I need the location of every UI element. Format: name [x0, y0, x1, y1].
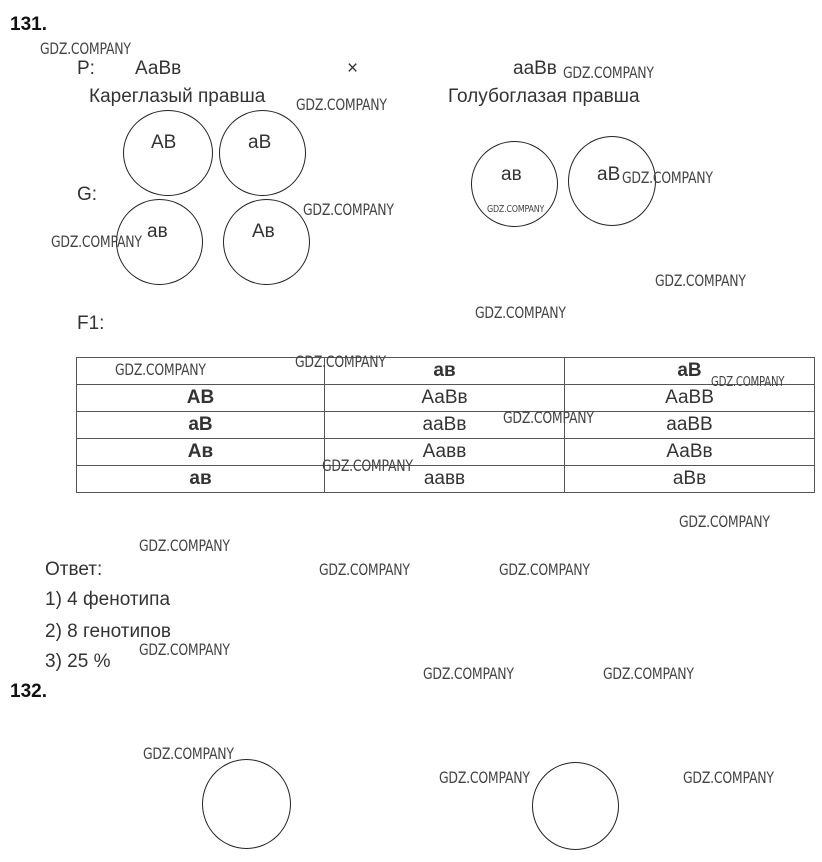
answer-item: 1) 4 фенотипа — [45, 589, 171, 610]
parent1-genotype: АаВв — [135, 58, 182, 79]
parents-label: P: — [77, 58, 95, 79]
genotype-cell: ааВВ — [565, 412, 815, 439]
watermark: GDZ.COMPANY — [683, 768, 774, 787]
genotype-cell: ааВв — [325, 412, 565, 439]
watermark: GDZ.COMPANY — [622, 168, 713, 187]
table-row — [77, 385, 815, 412]
genotype-cell: АаВв — [565, 439, 815, 466]
table-header-cell: аВ — [565, 358, 815, 385]
answer-label: Ответ: — [45, 559, 103, 580]
gamete-label: ав — [501, 164, 522, 185]
gamete-label: АВ — [151, 132, 177, 153]
watermark: GDZ.COMPANY — [475, 303, 566, 322]
watermark: GDZ.COMPANY — [139, 536, 230, 555]
table-row — [77, 466, 815, 493]
table-row — [77, 412, 815, 439]
watermark: GDZ.COMPANY — [503, 408, 594, 427]
gamete-label: ав — [147, 221, 168, 242]
watermark: GDZ.COMPANY — [603, 664, 694, 683]
genotype-cell: аавв — [325, 466, 565, 493]
watermark: GDZ.COMPANY — [322, 456, 413, 475]
parent2-genotype: ааВв — [513, 58, 557, 79]
genotype-cell: Аавв — [325, 439, 565, 466]
gamete-label: аВ — [248, 132, 272, 153]
watermark: GDZ.COMPANY — [295, 352, 386, 371]
watermark: GDZ.COMPANY — [423, 664, 514, 683]
watermark: GDZ.COMPANY — [487, 204, 545, 215]
task-131-number: 131. — [10, 14, 47, 35]
watermark: GDZ.COMPANY — [51, 232, 142, 251]
gamete-circle — [202, 759, 291, 849]
f1-label: F1: — [77, 313, 105, 334]
answer-item: 2) 8 генотипов — [45, 621, 172, 642]
watermark: GDZ.COMPANY — [439, 768, 530, 787]
watermark: GDZ.COMPANY — [115, 360, 206, 379]
genotype-cell: АаВв — [325, 385, 565, 412]
watermark: GDZ.COMPANY — [40, 39, 131, 58]
watermark: GDZ.COMPANY — [296, 95, 387, 114]
watermark: GDZ.COMPANY — [563, 63, 654, 82]
table-header-cell: ав — [325, 358, 565, 385]
genotype-cell: АаВВ — [565, 385, 815, 412]
answer-item: 3) 25 % — [45, 651, 111, 672]
watermark: GDZ.COMPANY — [139, 640, 230, 659]
task-132-number: 132. — [10, 681, 47, 702]
gametes-label: G: — [77, 184, 98, 205]
watermark: GDZ.COMPANY — [319, 560, 410, 579]
watermark: GDZ.COMPANY — [679, 512, 770, 531]
row-gamete-cell: АВ — [77, 385, 325, 412]
parent1-phenotype: Кареглазый правша — [89, 86, 266, 107]
parent2-phenotype: Голубоглазая правша — [448, 86, 640, 107]
watermark: GDZ.COMPANY — [711, 375, 785, 390]
gamete-label: Ав — [252, 221, 275, 242]
gamete-circle — [532, 762, 619, 850]
row-gamete-cell: Ав — [77, 439, 325, 466]
watermark: GDZ.COMPANY — [499, 560, 590, 579]
watermark: GDZ.COMPANY — [303, 200, 394, 219]
watermark: GDZ.COMPANY — [655, 271, 746, 290]
table-row — [77, 439, 815, 466]
gamete-label: аВ — [597, 164, 621, 185]
row-gamete-cell: аВ — [77, 412, 325, 439]
genotype-cell: аВв — [565, 466, 815, 493]
watermark: GDZ.COMPANY — [143, 744, 234, 763]
cross-symbol: × — [347, 58, 359, 79]
row-gamete-cell: ав — [77, 466, 325, 493]
